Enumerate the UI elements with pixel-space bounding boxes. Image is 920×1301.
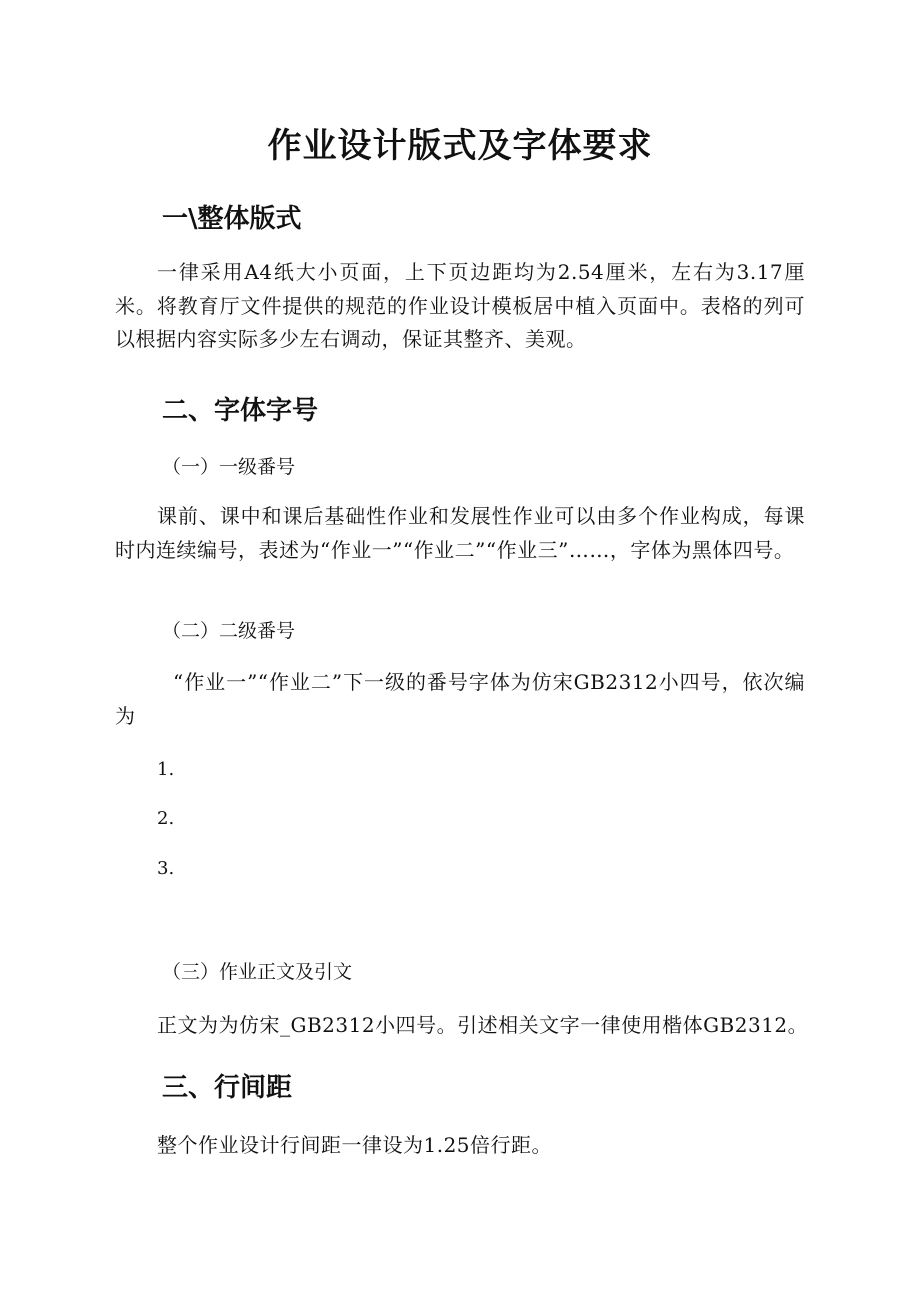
list-item: 1. [157,759,175,780]
document-title: 作业设计版式及字体要求 [267,126,653,166]
section-heading-fonts: 二、字体字号 [162,396,319,426]
paragraph-level1-number: 课前、课中和课后基础性作业和发展性作业可以由多个作业构成，每课时内连续编号，表述为“作业一”“作业二”“作业三”……，字体为黑体四号。 [115,504,805,562]
paragraph-body-and-quote: 正文为为仿宋_GB2312小四号。引述相关文字一律使用楷体GB2312。 [157,1013,809,1037]
paragraph-layout: 一律采用A4纸大小页面，上下页边距均为2.54厘米，左右为3.17厘米。将教育厅文件提供的规范的作业设计模板居中植入页面中。表格的列可以根据内容实际多少左右调动，保证其整齐、美观。 [115,260,805,351]
paragraph-line-spacing: 整个作业设计行间距一律设为1.25倍行距。 [157,1133,553,1157]
subheading-body-and-quote: （三）作业正文及引文 [162,961,353,983]
list-item: 2. [157,808,175,829]
section-heading-line-spacing: 三、行间距 [162,1073,293,1103]
subheading-level1-number: （一）一级番号 [162,456,296,478]
paragraph-level2-number: “作业一”“作业二”下一级的番号字体为仿宋GB2312小四号，依次编为 [115,670,805,728]
list-item: 3. [157,858,175,879]
section-heading-layout: 一\整体版式 [162,204,302,234]
subheading-level2-number: （二）二级番号 [162,620,296,642]
